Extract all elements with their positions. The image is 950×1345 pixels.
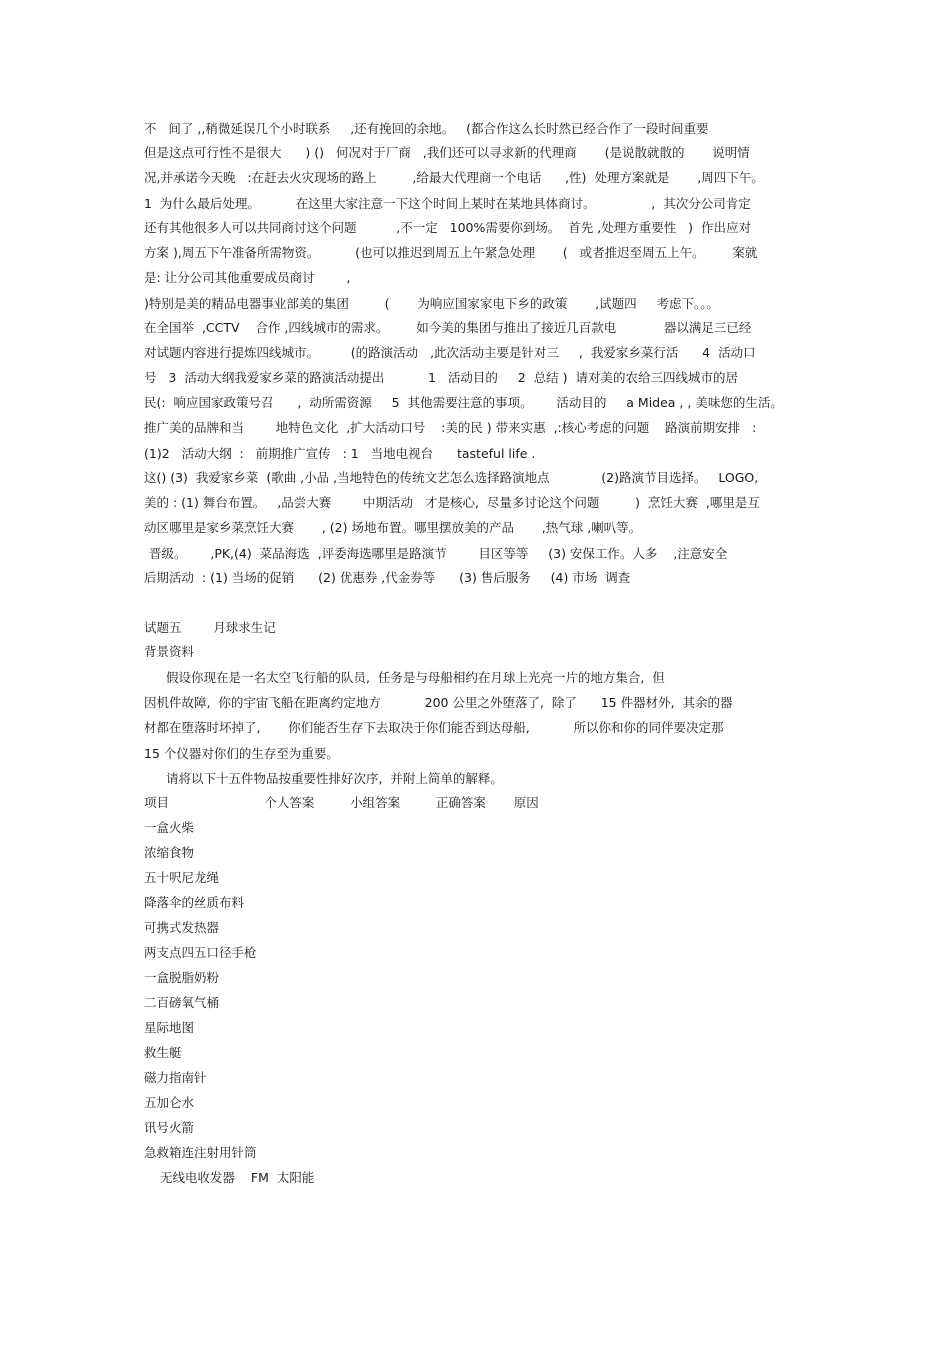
text-line: 不 间了 ,,稍微延误几个小时联系 ,还有挽回的余地。 (都合作这么长时然已经合作了一段时间重要 <box>144 121 709 136</box>
text-line: 后期活动 : (1) 当场的促销 (2) 优惠券 ,代金券等 (3) 售后服务 (4) 市场 调查 <box>144 570 631 585</box>
list-item: 星际地图 <box>144 1020 195 1035</box>
text-line: 在全国举 ,CCTV 合作 ,四线城市的需求。 如今美的集团与推出了接近几百款电 器以满足三已经 <box>144 320 752 335</box>
list-item: 五加仑水 <box>144 1095 195 1110</box>
text-line: 这() (3) 我爱家乡菜 (歌曲 ,小品 ,当地特色的传统文艺怎么选择路演地点 (2)路演节目选择。 LOGO, <box>144 470 759 485</box>
text-line: 但是这点可行性不是很大 ) () 何况对于厂商 ,我们还可以寻求新的代理商 (是说散就散的 说明情 <box>144 145 750 160</box>
list-item: 急救箱连注射用针筒 <box>144 1145 257 1160</box>
list-item: 可携式发热器 <box>144 920 220 935</box>
text-line: 晋级。 ,PK,(4) 菜品海选 ,评委海选哪里是路演节 目区等等 (3) 安保工作。人多 ,注意安全 <box>149 546 728 561</box>
text-line: 是: 让分公司其他重要成员商讨 , <box>144 270 351 285</box>
list-item: 二百磅氧气桶 <box>144 995 220 1010</box>
list-item: 无线电收发器 FM 太阳能 <box>160 1170 315 1185</box>
list-item: 五十呎尼龙绳 <box>144 870 220 885</box>
text-line: 推广美的品牌和当 地特色文化 ,扩大活动口号 :美的民 ) 带来实惠 ,:核心考虑的问题 路演前期安排 : <box>144 420 757 435</box>
instruction-line: 请将以下十五件物品按重要性排好次序, 并附上简单的解释。 <box>166 771 503 786</box>
list-item: 降落伞的丝质布料 <box>144 895 245 910</box>
paragraph-line: 因机件故障, 你的宇宙飞船在距离约定地方 200 公里之外堕落了, 除了 15 件器材外, 其余的器 <box>144 695 733 710</box>
text-line: 动区哪里是家乡菜烹饪大赛 , (2) 场地布置。哪里摆放美的产品 ,热气球 ,喇叭等。 <box>144 520 642 535</box>
text-line: 民(: 响应国家政策号召 , 动所需资源 5 其他需要注意的事项。 活动目的 a Midea , , 美味您的生活。 <box>144 395 783 410</box>
text-line: 号 3 活动大纲我爱家乡菜的路演活动提出 1 活动目的 2 总结 ) 请对美的农给三四线城市的居 <box>144 370 738 385</box>
list-item: 磁力指南针 <box>144 1070 207 1085</box>
text-line: 方案 ),周五下午准备所需物资。 (也可以推迟到周五上午紧急处理 ( 或者推迟至周五上午。 案就 <box>144 245 758 260</box>
text-line: 对试题内容进行提炼四线城市。 (的路演活动 ,此次活动主要是针对三 , 我爱家乡菜行活 4 活动口 <box>144 345 756 360</box>
list-item: 讯号火箭 <box>144 1120 195 1135</box>
paragraph-line: 假设你现在是一名太空飞行船的队员, 任务是与母船相约在月球上光亮一片的地方集合, 但 <box>166 670 665 685</box>
list-item: 救生艇 <box>144 1045 182 1060</box>
list-item: 两支点四五口径手枪 <box>144 945 257 960</box>
text-line: (1)2 活动大纲 : 前期推广宣传 : 1 当地电视台 tasteful life . <box>144 446 536 461</box>
paragraph-line: 材都在堕落时坏掉了, 你们能否生存下去取决于你们能否到达母船, 所以你和你的同伴要决定那 <box>144 720 724 735</box>
paragraph-line: 15 个仪器对你们的生存至为重要。 <box>144 746 339 761</box>
list-item: 浓缩食物 <box>144 845 195 860</box>
text-line: 还有其他很多人可以共同商讨这个问题 ,不一定 100%需要你到场。 首先 ,处理方重要性 ) 作出应对 <box>144 220 752 235</box>
text-line: 1 为什么最后处理。 在这里大家注意一下这个时间上某时在某地具体商讨。 , 其次分公司肯定 <box>144 196 751 211</box>
text-line: 况,并承诺今天晚 :在赶去火灾现场的路上 ,给最大代理商一个电话 ,性) 处理方案就是 ,周四下午。 <box>144 170 764 185</box>
list-item: 一盒火柴 <box>144 820 195 835</box>
table-header: 项目 个人答案 小组答案 正确答案 原因 <box>144 795 539 810</box>
list-item: 一盒脱脂奶粉 <box>144 970 220 985</box>
text-line: 美的 : (1) 舞台布置。 ,品尝大赛 中期活动 才是核心, 尽量多讨论这个问题 ) 烹饪大赛 ,哪里是互 <box>144 495 760 510</box>
section-subtitle: 背景资料 <box>144 644 195 659</box>
section-title: 试题五 月球求生记 <box>144 620 276 635</box>
text-line: )特别是美的精品电器事业部美的集团 ( 为响应国家家电下乡的政策 ,试题四 考虑下。。。 <box>144 296 719 311</box>
